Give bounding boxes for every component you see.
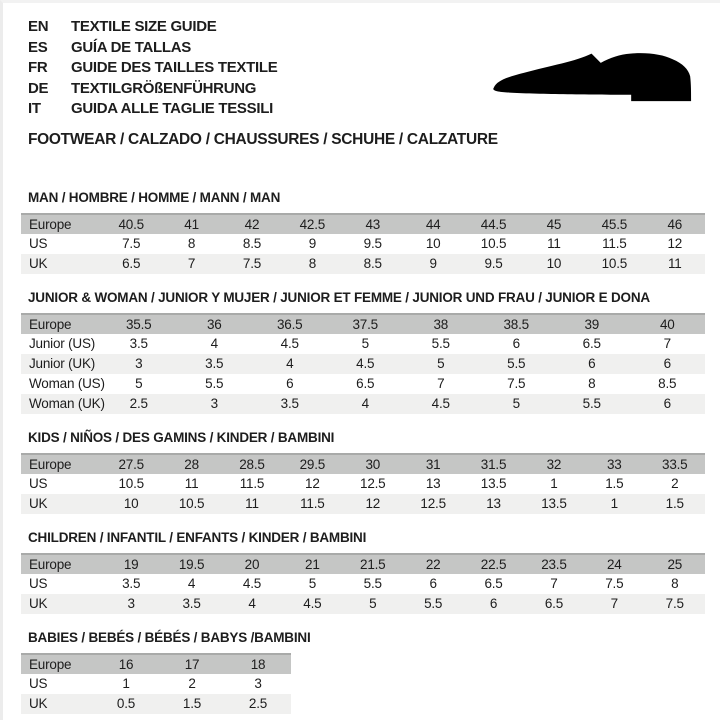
size-table-section [28, 430, 702, 514]
guide-title-fr: GUIDE DES TAILLES TEXTILE [71, 59, 278, 76]
size-cell: 33.5 [645, 454, 705, 474]
guide-title-en: TEXTILE SIZE GUIDE [71, 18, 217, 35]
size-cell: 7.5 [645, 594, 705, 614]
size-cell: 11 [645, 254, 705, 274]
size-table-title: MAN / HOMBRE / HOMME / MANN / MAN [28, 189, 281, 205]
size-cell: 10.5 [463, 234, 523, 254]
size-cell: 18 [225, 654, 291, 674]
size-cell: 12 [645, 234, 705, 254]
size-cell: 5.5 [479, 354, 555, 374]
size-table-section [28, 190, 702, 274]
size-cell: 40 [630, 314, 706, 334]
size-cell: 6.5 [524, 594, 584, 614]
size-cell: 33 [584, 454, 644, 474]
size-cell: 13 [463, 494, 523, 514]
size-cell: 8.5 [630, 374, 706, 394]
size-cell: 0.5 [93, 694, 159, 714]
size-cell: 5 [282, 574, 342, 594]
size-cell: 9 [282, 234, 342, 254]
row-label: US [21, 234, 101, 254]
size-cell: 28 [161, 454, 221, 474]
size-table-body [21, 214, 705, 274]
size-cell: 5 [328, 334, 404, 354]
size-cell: 4.5 [403, 394, 479, 414]
size-cell: 44.5 [463, 214, 523, 234]
size-cell: 19.5 [161, 554, 221, 574]
size-cell: 3 [177, 394, 253, 414]
size-cell: 3 [225, 674, 291, 694]
table-row [21, 694, 291, 714]
size-table-body [21, 654, 291, 714]
size-table-title: BABIES / BEBÉS / BÉBÉS / BABYS /BAMBINI [28, 629, 311, 645]
size-cell: 3.5 [101, 574, 161, 594]
size-cell: 40.5 [101, 214, 161, 234]
category-title: FOOTWEAR / CALZADO / CHAUSSURES / SCHUHE / CALZATURE [28, 130, 498, 148]
guide-title-de: TEXTILGRÖßENFÜHRUNG [71, 79, 257, 97]
table-row [21, 374, 705, 394]
size-cell: 21 [282, 554, 342, 574]
size-cell: 5 [101, 374, 177, 394]
table-row [21, 574, 705, 594]
size-cell: 13.5 [463, 474, 523, 494]
size-cell: 36.5 [252, 314, 328, 334]
size-cell: 8 [645, 574, 705, 594]
row-label: UK [21, 694, 93, 714]
size-cell: 1.5 [645, 494, 705, 514]
size-cell: 6.5 [101, 254, 161, 274]
size-cell: 3 [101, 354, 177, 374]
size-table [21, 553, 705, 614]
size-cell: 10 [524, 254, 584, 274]
size-table [21, 213, 705, 274]
size-cell: 45 [524, 214, 584, 234]
size-cell: 7 [524, 574, 584, 594]
size-cell: 13 [403, 474, 463, 494]
size-cell: 7.5 [101, 234, 161, 254]
size-table-body [21, 314, 705, 414]
size-cell: 8.5 [222, 234, 282, 254]
size-cell: 11.5 [222, 474, 282, 494]
language-code: FR [28, 59, 48, 76]
size-cell: 1.5 [159, 694, 225, 714]
size-cell: 43 [343, 214, 403, 234]
size-cell: 4 [222, 594, 282, 614]
size-cell: 3.5 [161, 594, 221, 614]
size-cell: 10.5 [584, 254, 644, 274]
size-cell: 24 [584, 554, 644, 574]
size-cell: 17 [159, 654, 225, 674]
size-cell: 11.5 [282, 494, 342, 514]
size-cell: 3 [101, 594, 161, 614]
size-cell: 12.5 [343, 474, 403, 494]
size-cell: 9.5 [463, 254, 523, 274]
size-cell: 9 [403, 254, 463, 274]
size-table-section [28, 630, 702, 714]
size-cell: 10.5 [161, 494, 221, 514]
size-cell: 4.5 [282, 594, 342, 614]
table-row [21, 674, 291, 694]
size-cell: 2 [645, 474, 705, 494]
language-code: IT [28, 100, 41, 117]
size-cell: 7.5 [222, 254, 282, 274]
size-cell: 10 [403, 234, 463, 254]
size-cell: 11 [524, 234, 584, 254]
size-table [21, 453, 705, 514]
row-label: UK [21, 254, 101, 274]
size-table-body [21, 454, 705, 514]
size-cell: 19 [101, 554, 161, 574]
size-cell: 13.5 [524, 494, 584, 514]
size-cell: 38.5 [479, 314, 555, 334]
size-cell: 42 [222, 214, 282, 234]
size-cell: 7.5 [479, 374, 555, 394]
size-cell: 11 [222, 494, 282, 514]
table-row [21, 454, 705, 474]
row-label: UK [21, 494, 101, 514]
size-cell: 44 [403, 214, 463, 234]
size-table [21, 653, 291, 714]
size-cell: 2.5 [101, 394, 177, 414]
size-cell: 30 [343, 454, 403, 474]
size-table-title: CHILDREN / INFANTIL / ENFANTS / KINDER / BAMBINI [28, 529, 367, 545]
size-cell: 12 [282, 474, 342, 494]
size-cell: 6.5 [328, 374, 404, 394]
size-cell: 38 [403, 314, 479, 334]
size-cell: 8 [161, 234, 221, 254]
size-cell: 4 [177, 334, 253, 354]
size-cell: 4.5 [328, 354, 404, 374]
size-cell: 3.5 [101, 334, 177, 354]
size-cell: 4 [161, 574, 221, 594]
table-row [21, 494, 705, 514]
size-cell: 7 [161, 254, 221, 274]
size-cell: 5.5 [403, 594, 463, 614]
size-cell: 21.5 [343, 554, 403, 574]
size-cell: 8.5 [343, 254, 403, 274]
row-label: Europe [21, 654, 93, 674]
size-cell: 2.5 [225, 694, 291, 714]
row-label: Woman (UK) [21, 394, 101, 414]
size-cell: 10.5 [101, 474, 161, 494]
size-cell: 37.5 [328, 314, 404, 334]
size-cell: 27.5 [101, 454, 161, 474]
size-cell: 6 [403, 574, 463, 594]
size-cell: 6 [630, 394, 706, 414]
size-cell: 12.5 [403, 494, 463, 514]
table-row [21, 234, 705, 254]
size-cell: 29.5 [282, 454, 342, 474]
table-row [21, 214, 705, 234]
size-table-body [21, 554, 705, 614]
row-label: US [21, 474, 101, 494]
size-table [21, 313, 705, 414]
table-row [21, 354, 705, 374]
size-tables [28, 190, 702, 714]
size-cell: 3.5 [177, 354, 253, 374]
size-cell: 7 [403, 374, 479, 394]
size-cell: 6 [479, 334, 555, 354]
size-cell: 5 [403, 354, 479, 374]
size-cell: 5.5 [177, 374, 253, 394]
size-cell: 4.5 [252, 334, 328, 354]
size-cell: 23.5 [524, 554, 584, 574]
table-row [21, 474, 705, 494]
size-cell: 16 [93, 654, 159, 674]
language-code: DE [28, 79, 49, 97]
size-cell: 32 [524, 454, 584, 474]
size-cell: 5.5 [343, 574, 403, 594]
dress-shoe-icon [480, 38, 692, 116]
row-label: Woman (US) [21, 374, 101, 394]
size-cell: 10 [101, 494, 161, 514]
guide-title-es: GUÍA DE TALLAS [71, 38, 191, 56]
size-cell: 31.5 [463, 454, 523, 474]
table-row [21, 554, 705, 574]
size-cell: 12 [343, 494, 403, 514]
size-cell: 46 [645, 214, 705, 234]
row-label: Junior (UK) [21, 354, 101, 374]
table-row [21, 654, 291, 674]
size-cell: 35.5 [101, 314, 177, 334]
size-cell: 31 [403, 454, 463, 474]
size-cell: 8 [282, 254, 342, 274]
table-row [21, 594, 705, 614]
size-cell: 5.5 [554, 394, 630, 414]
row-label: US [21, 674, 93, 694]
size-cell: 6 [630, 354, 706, 374]
size-cell: 1 [93, 674, 159, 694]
size-cell: 4 [328, 394, 404, 414]
size-cell: 4.5 [222, 574, 282, 594]
size-cell: 42.5 [282, 214, 342, 234]
table-row [21, 254, 705, 274]
size-cell: 9.5 [343, 234, 403, 254]
size-cell: 41 [161, 214, 221, 234]
size-cell: 36 [177, 314, 253, 334]
row-label: Junior (US) [21, 334, 101, 354]
size-cell: 5.5 [403, 334, 479, 354]
language-code: EN [28, 18, 49, 35]
size-table-title: JUNIOR & WOMAN / JUNIOR Y MUJER / JUNIOR ET FEMME / JUNIOR UND FRAU / JUNIOR E DONA [28, 289, 650, 305]
row-label: Europe [21, 214, 101, 234]
size-cell: 1 [584, 494, 644, 514]
size-cell: 4 [252, 354, 328, 374]
table-row [21, 334, 705, 354]
row-label: Europe [21, 314, 101, 334]
size-cell: 8 [554, 374, 630, 394]
size-cell: 2 [159, 674, 225, 694]
size-cell: 39 [554, 314, 630, 334]
size-cell: 7 [630, 334, 706, 354]
size-cell: 28.5 [222, 454, 282, 474]
row-label: Europe [21, 454, 101, 474]
size-cell: 5 [343, 594, 403, 614]
size-cell: 6.5 [463, 574, 523, 594]
size-cell: 45.5 [584, 214, 644, 234]
size-cell: 7 [584, 594, 644, 614]
language-code: ES [28, 38, 48, 56]
size-cell: 25 [645, 554, 705, 574]
size-table-section [28, 290, 702, 414]
row-label: UK [21, 594, 101, 614]
size-cell: 7.5 [584, 574, 644, 594]
size-table-section [28, 530, 702, 614]
size-cell: 11 [161, 474, 221, 494]
table-row [21, 394, 705, 414]
size-cell: 11.5 [584, 234, 644, 254]
size-table-title: KIDS / NIÑOS / DES GAMINS / KINDER / BAMBINI [28, 429, 335, 445]
size-cell: 20 [222, 554, 282, 574]
size-cell: 5 [479, 394, 555, 414]
guide-title-it: GUIDA ALLE TAGLIE TESSILI [71, 100, 273, 117]
table-row [21, 314, 705, 334]
size-cell: 22 [403, 554, 463, 574]
size-cell: 6.5 [554, 334, 630, 354]
size-cell: 3.5 [252, 394, 328, 414]
size-cell: 1.5 [584, 474, 644, 494]
size-cell: 6 [463, 594, 523, 614]
size-cell: 6 [554, 354, 630, 374]
size-cell: 22.5 [463, 554, 523, 574]
row-label: Europe [21, 554, 101, 574]
size-cell: 6 [252, 374, 328, 394]
language-row-en [28, 17, 702, 38]
size-cell: 1 [524, 474, 584, 494]
row-label: US [21, 574, 101, 594]
